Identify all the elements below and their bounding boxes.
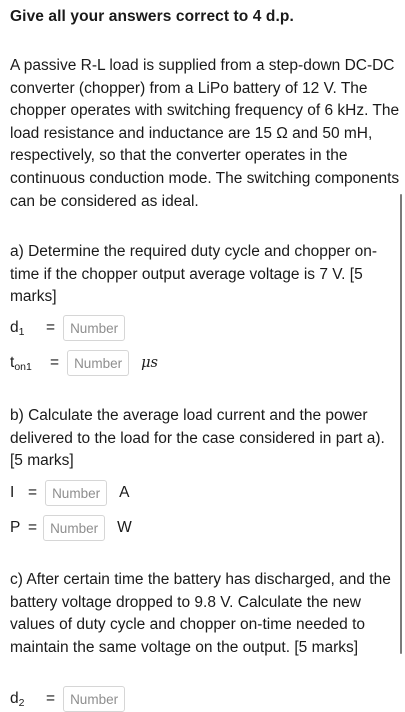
power-label: P [10, 519, 21, 536]
scrollbar[interactable] [400, 194, 402, 654]
duty-cycle-d1-row [10, 315, 125, 341]
equals-sign: = [50, 354, 60, 371]
ton1-unit: μs [141, 355, 158, 371]
equals-sign: = [46, 690, 56, 707]
equals-sign: = [28, 484, 38, 501]
d1-label: $d_1$ [10, 318, 25, 338]
ton1-label: $t_{on1}$ [10, 353, 32, 373]
instructions-heading: Give all your answers correct to 4 d.p. [10, 8, 294, 25]
power-unit: W [117, 519, 132, 536]
d2-answer-input[interactable] [63, 686, 125, 712]
on-time-ton1-row [10, 350, 158, 376]
part-c-question: c) After certain time the battery has discharged, and the battery voltage dropped to 9.8 V. Calculate the new values of duty cycle and chopper on-time needed to maintain the same voltage on the output. [5 marks] [10, 571, 391, 656]
power-answer-input[interactable] [43, 515, 105, 541]
current-label: I [10, 484, 15, 501]
problem-statement: A passive R-L load is supplied from a step-down DC-DC converter (chopper) from a LiPo battery of 12 V. The chopper operates with switching frequency of 6 kHz. The load resistance and inductance are 15 Ω and 50 mH, respectively, so that the converter operates in the continuous conduction mode. The switching components can be considered as ideal. [10, 57, 400, 210]
d2-label: $d_2$ [10, 689, 25, 709]
ton1-answer-input[interactable] [67, 350, 129, 376]
d1-answer-input[interactable] [63, 315, 125, 341]
current-row [10, 480, 129, 506]
current-unit: A [119, 484, 130, 501]
equals-sign: = [28, 519, 38, 536]
power-row [10, 515, 132, 541]
equals-sign: = [46, 319, 56, 336]
duty-cycle-d2-row [10, 686, 125, 712]
part-a-question: a) Determine the required duty cycle and chopper on-time if the chopper output average voltage is 7 V. [5 marks] [10, 243, 378, 306]
current-answer-input[interactable] [45, 480, 107, 506]
part-b-question: b) Calculate the average load current and the power delivered to the load for the case considered in part a). [5 marks] [10, 407, 385, 470]
